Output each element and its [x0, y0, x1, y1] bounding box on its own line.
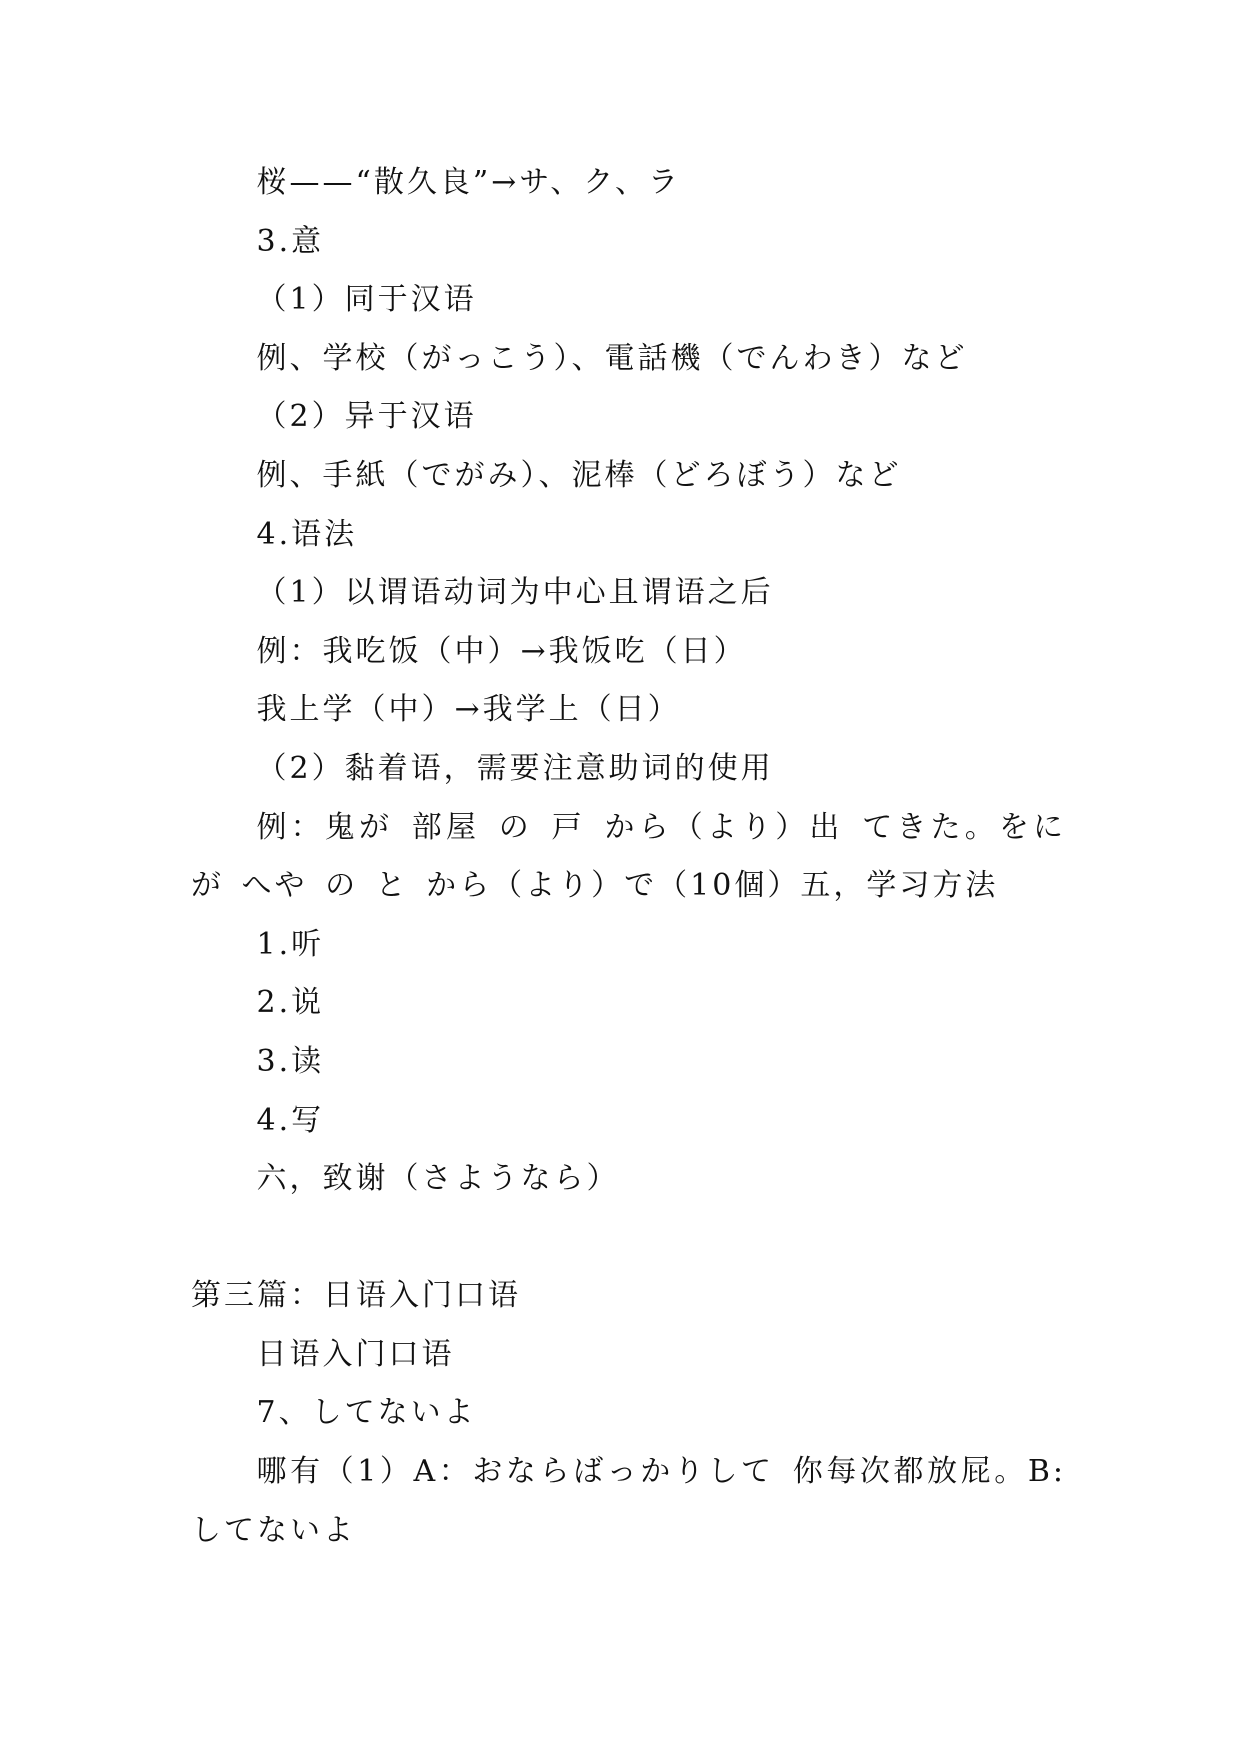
- document-body: [191, 154, 1066, 1560]
- list-item: 4.写: [256, 1102, 325, 1138]
- example-line: 我上学（中）→我学上（日）: [256, 692, 681, 728]
- subheading: 3.意: [256, 223, 325, 259]
- list-item: （2）异于汉语: [256, 399, 477, 435]
- example-line: 例、手紙（でがみ）、泥棒（どろぼう）など: [256, 457, 902, 493]
- subheading: 4.语法: [256, 516, 358, 552]
- text-line: 桜——“散久良”→サ、ク、ラ: [256, 165, 682, 200]
- dialogue-line: 哪有（1）A：おならばっかりして 你每次都放屁。B:: [256, 1454, 1066, 1490]
- list-item: （1）同于汉语: [256, 282, 477, 318]
- blank-line: [191, 1209, 1066, 1268]
- section-heading: 第三篇：日语入门口语: [191, 1278, 521, 1314]
- subheading: 日语入门口语: [256, 1336, 455, 1372]
- example-line: 例：鬼が 部屋 の 戸 から（より）出 てきた。をに: [256, 809, 1066, 845]
- example-line: 例、学校（がっこう）、電話機（でんわき）など: [256, 340, 968, 376]
- list-item: 3.读: [256, 1043, 325, 1079]
- example-line: 例：我吃饭（中）→我饭吃（日）: [256, 633, 747, 669]
- list-item: 1.听: [256, 926, 325, 962]
- dialogue-line: してないよ: [191, 1512, 356, 1548]
- list-item: 2.说: [256, 985, 325, 1021]
- list-item: （2）黏着语，需要注意助词的使用: [256, 750, 774, 786]
- text-line: 六，致谢（さようなら）: [256, 1161, 620, 1197]
- text-line: が へや の と から（より）で（10個）五，学习方法: [191, 868, 999, 904]
- text-line: 7、してないよ: [256, 1395, 477, 1431]
- list-item: （1）以谓语动词为中心且谓语之后: [256, 575, 774, 611]
